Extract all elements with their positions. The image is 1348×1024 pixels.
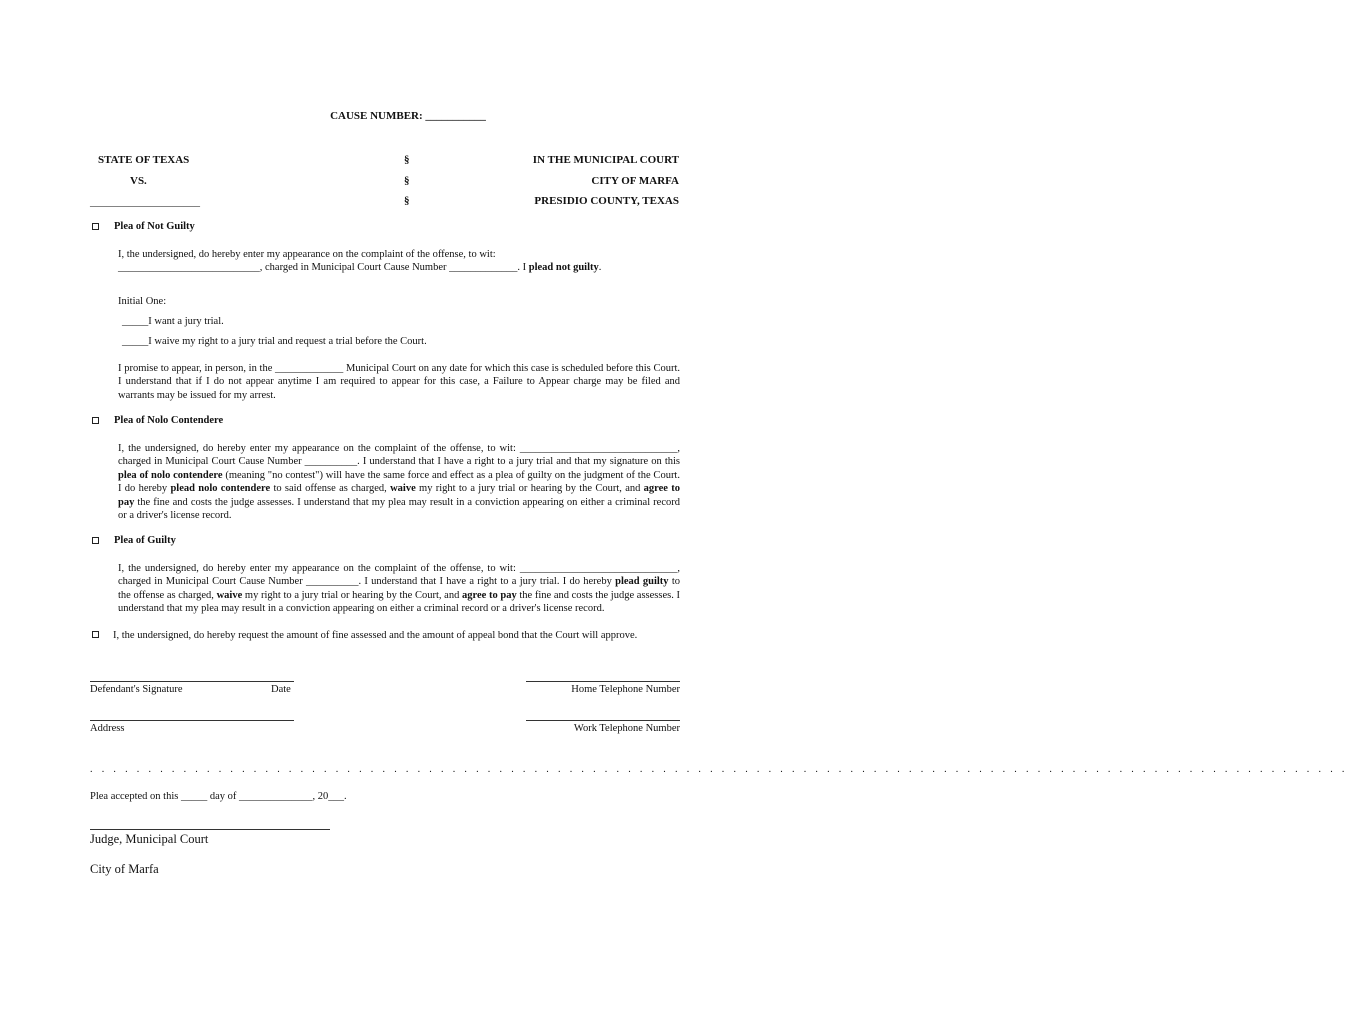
not-guilty-line1: I, the undersigned, do hereby enter my appearance on the complaint of the offense, to wit: <box>118 249 496 260</box>
judge-label: Judge, Municipal Court <box>90 832 209 846</box>
section-symbol-3: § <box>404 195 410 207</box>
style-right-court: IN THE MUNICIPAL COURT <box>532 154 679 166</box>
style-right-county: PRESIDIO COUNTY, TEXAS <box>534 195 679 207</box>
work-phone-label: Work Telephone Number <box>573 723 680 734</box>
guilty-paragraph: I, the undersigned, do hereby enter my appearance on the complaint of the offense, to wit: ______________________________, charged in Municipal Court Cause Number __________. I understand that I have a right to a jury trial. I do hereby plead guilty to the offense as charged, waive my right to a jury trial or hearing by the Court, and agree to pay the fine and costs the judge assesses. I understand that my plea may result in a conviction appearing on either a criminal record or a driver's license record. <box>118 563 680 615</box>
cause-number: CAUSE NUMBER: ___________ <box>330 110 486 122</box>
not-guilty-checkbox[interactable] <box>92 223 99 230</box>
promise-paragraph: I promise to appear, in person, in the _____________ Municipal Court on any date for which this case is scheduled before this Court. I understand that if I do not appear anytime I am required to appear for this case, a Failure to Appear charge may be filed and warrants may be issued for my arrest. <box>118 363 680 401</box>
jury-trial-option[interactable]: _____I want a jury trial. <box>122 316 224 327</box>
nolo-title: Plea of Nolo Contendere <box>114 415 224 426</box>
nolo-checkbox[interactable] <box>92 417 99 424</box>
style-left-state: STATE OF TEXAS <box>98 154 190 166</box>
dotted-divider: . . . . . . . . . . . . . . . . . . . . . . . . . . . . . . . . . . . . . . . . . . . . . . . . . . . . . . . . . . . . . . . . . . . . . . . . . . . . . . . . . . . . . . . . . . . . . . . . . . . . . . . . . . . . <box>90 764 1348 775</box>
date-label: Date <box>271 684 291 695</box>
work-phone-line[interactable] <box>526 720 680 721</box>
not-guilty-title: Plea of Not Guilty <box>114 221 195 232</box>
nolo-paragraph: I, the undersigned, do hereby enter my appearance on the complaint of the offense, to wit: ______________________________, charged in Municipal Court Cause Number __________. I understand that I have a right to a jury trial and that my signature on this plea of nolo contendere (meaning "no contest") will have the same force and effect as a plea of guilty on the judgment of the Court. I do hereby plead nolo contendere to said offense as charged, waive my right to a jury trial or hearing by the Court, and agree to pay the fine and costs the judge assesses. I understand that my plea may result in a conviction appearing on either a criminal record or a driver's license record. <box>118 443 680 522</box>
defendant-signature-line[interactable] <box>90 681 294 682</box>
address-label: Address <box>90 723 125 734</box>
guilty-checkbox[interactable] <box>92 537 99 544</box>
style-left-vs: VS. <box>130 175 147 187</box>
city-label: City of Marfa <box>90 862 159 876</box>
judge-signature-line[interactable] <box>90 829 330 830</box>
appeal-checkbox[interactable] <box>92 631 99 638</box>
home-phone-line[interactable] <box>526 681 680 682</box>
defendant-signature-label: Defendant's Signature <box>90 684 183 695</box>
address-line[interactable] <box>90 720 294 721</box>
initial-one-label: Initial One: <box>118 296 167 307</box>
section-symbol-1: § <box>404 154 410 166</box>
style-right-city: CITY OF MARFA <box>591 175 679 187</box>
plea-accepted-line: Plea accepted on this _____ day of ______________, 20___. <box>90 791 347 802</box>
not-guilty-line2: ___________________________, charged in Municipal Court Cause Number _____________. I plead not guilty. <box>118 262 602 273</box>
section-symbol-2: § <box>404 175 410 187</box>
style-left-defendant-blank: ____________________ <box>90 196 200 208</box>
guilty-title: Plea of Guilty <box>114 535 176 546</box>
home-phone-label: Home Telephone Number <box>571 684 680 695</box>
waive-jury-option[interactable]: _____I waive my right to a jury trial and request a trial before the Court. <box>122 336 427 347</box>
appeal-request-text: I, the undersigned, do hereby request the amount of fine assessed and the amount of appeal bond that the Court will approve. <box>113 630 638 641</box>
